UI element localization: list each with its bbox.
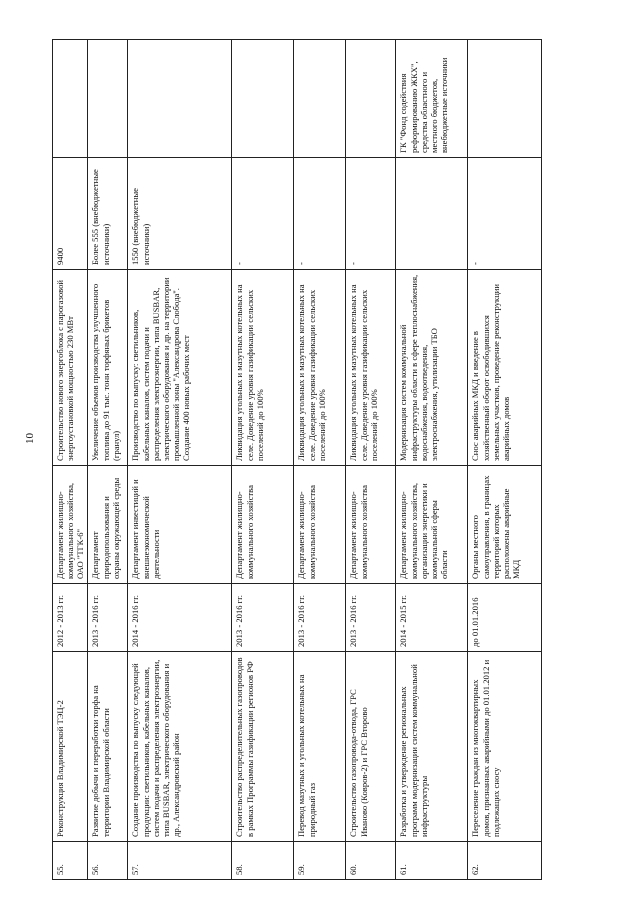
- cost: -: [346, 158, 396, 270]
- cost: Более 555 (внебюджетные источники): [88, 158, 128, 270]
- row-number: 58.: [232, 842, 294, 880]
- row-number: 61.: [396, 842, 468, 880]
- measure-name: Разработка и утверждение региональных программ модернизации систем коммунальной инфраструктуры: [396, 652, 468, 842]
- table-row: [294, 40, 346, 880]
- executor: Департамент инвестиций и внешнеэкономической деятельности: [128, 466, 232, 584]
- executor: Департамент жилищно-коммунального хозяйства: [294, 466, 346, 584]
- cost: -: [232, 158, 294, 270]
- expected-result: Строительство нового энергоблока с парогазовой энергоустановкой мощностью 230 МВт: [53, 270, 88, 466]
- measure-name: Переселение граждан из многоквартирных домов, признанных аварийными до 01.01.2012 и подлежащих сносу: [468, 652, 542, 842]
- plan-table-sheet: [52, 40, 540, 880]
- table-row: [346, 40, 396, 880]
- measure-name: Строительство газопровода-отвода, ГРС Иваново (Ковров-2) и ГРС Второво: [346, 652, 396, 842]
- row-number: 55.: [53, 842, 88, 880]
- measure-name: Перевод мазутных и угольных котельных на природный газ: [294, 652, 346, 842]
- expected-result: Увеличение объемов производства улучшенного топлива до 91 тыс. тонн торфяных брикетов (гранул): [88, 270, 128, 466]
- table-row: [396, 40, 468, 880]
- cost: -: [294, 158, 346, 270]
- table-row: [88, 40, 128, 880]
- period: 2013 - 2016 гг.: [232, 584, 294, 652]
- table-row: [232, 40, 294, 880]
- expected-result: Производство по выпуску: светильников, кабельных каналов, систем подачи и распределения электроэнергии, типа BUSBAR, электрического оборудования и др. на территории промышленной зоны "Александрова Слобода". Создание 400 новых рабочих мест: [128, 270, 232, 466]
- table-row: [128, 40, 232, 880]
- funding-source: [88, 40, 128, 158]
- period: 2012 - 2013 гг.: [53, 584, 88, 652]
- page-number: 10: [24, 433, 36, 444]
- funding-source: [232, 40, 294, 158]
- row-number: 60.: [346, 842, 396, 880]
- row-number: 57.: [128, 842, 232, 880]
- expected-result: Ликвидация угольных и мазутных котельных на селе. Доведение уровня газификации сельских поселений до 100%: [294, 270, 346, 466]
- period: 2013 - 2016 гг.: [346, 584, 396, 652]
- period: 2014 - 2016 гг.: [128, 584, 232, 652]
- expected-result: Модернизация систем коммунальной инфраструктуры области в сфере теплоснабжения, водоснабжения, водоотведения, электроснабжения, утилизации ТБО: [396, 270, 468, 466]
- measures-table: [52, 39, 542, 880]
- funding-source: ГК "Фонд содействия реформированию ЖКХ", средства областного и местного бюджетов, внебюджетные источники: [396, 40, 468, 158]
- period: 2014 - 2015 гг.: [396, 584, 468, 652]
- cost: [396, 158, 468, 270]
- executor: Органы местного самоуправления, в границах территорий которых расположены аварийные МКД: [468, 466, 542, 584]
- expected-result: Ликвидация угольных и мазутных котельных на селе. Доведение уровня газификации сельских поселений до 100%: [232, 270, 294, 466]
- measure-name: Реконструкция Владимирской ТЭЦ-2: [53, 652, 88, 842]
- measure-name: Развитие добычи и переработки торфа на территории Владимирской области: [88, 652, 128, 842]
- period: 2013 - 2016 гг.: [88, 584, 128, 652]
- funding-source: [346, 40, 396, 158]
- measure-name: Создание производства по выпуску следующей продукции: светильников, кабельных каналов, систем подачи и распределения электроэнергии, типа BUSBAR, электрического оборудования и др., Александровский район: [128, 652, 232, 842]
- expected-result: Ликвидация угольных и мазутных котельных на селе. Доведение уровня газификации сельских поселений до 100%: [346, 270, 396, 466]
- cost: 1550 (внебюджетные источники): [128, 158, 232, 270]
- executor: Департамент жилищно-коммунального хозяйства: [346, 466, 396, 584]
- row-number: 56.: [88, 842, 128, 880]
- funding-source: [53, 40, 88, 158]
- funding-source: [468, 40, 542, 158]
- row-number: 59.: [294, 842, 346, 880]
- period: до 01.01.2016: [468, 584, 542, 652]
- funding-source: [294, 40, 346, 158]
- table-row: [53, 40, 88, 880]
- executor: Департамент природопользования и охраны окружающей среды: [88, 466, 128, 584]
- cost: 9400: [53, 158, 88, 270]
- executor: Департамент жилищно-коммунального хозяйства: [232, 466, 294, 584]
- cost: -: [468, 158, 542, 270]
- expected-result: Снос аварийных МКД и введение в хозяйственный оборот освободившихся земельных участков, проведение реконструкции аварийных домов: [468, 270, 542, 466]
- funding-source: [128, 40, 232, 158]
- table-row: [468, 40, 542, 880]
- executor: Департамент жилищно-коммунального хозяйства, организации энергетики и коммунальной сферы области: [396, 466, 468, 584]
- row-number: 62.: [468, 842, 542, 880]
- period: 2013 - 2016 гг.: [294, 584, 346, 652]
- executor: Департамент жилищно-коммунального хозяйства, ОАО "ТГК-6": [53, 466, 88, 584]
- measure-name: Строительство распределительных газопроводов в рамках Программы газификации регионов РФ: [232, 652, 294, 842]
